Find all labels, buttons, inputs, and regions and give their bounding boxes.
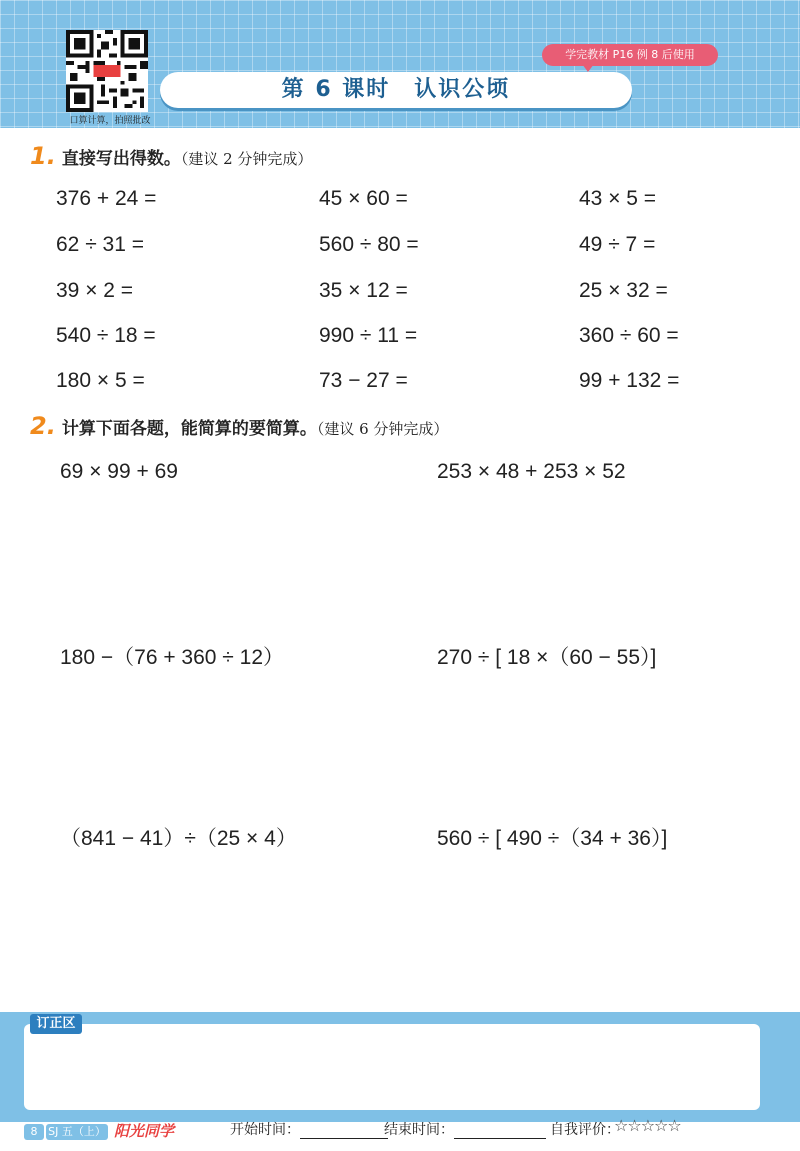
section-1-hint: （建议 2 分钟完成） bbox=[180, 150, 313, 168]
oral-problem: 45 × 60 = bbox=[319, 187, 408, 210]
oral-problem: 35 × 12 = bbox=[319, 279, 408, 302]
oral-problem: 39 × 2 = bbox=[56, 279, 134, 302]
section-2-heading bbox=[30, 412, 448, 440]
calc-problem: 560 ÷ [ 490 ÷（34 + 36）] bbox=[437, 827, 668, 850]
page-number: 8 bbox=[24, 1124, 44, 1140]
end-time-label: 结束时间： bbox=[384, 1122, 454, 1138]
qr-caption: 口算计算，拍照批改 bbox=[69, 116, 151, 126]
section-2-number: 2. bbox=[30, 412, 56, 440]
oral-problem: 73 − 27 = bbox=[319, 369, 408, 392]
start-time-label: 开始时间： bbox=[230, 1122, 300, 1138]
calc-problem: 253 × 48 + 253 × 52 bbox=[437, 460, 626, 483]
lesson-tag: 学完教材 P16 例 8 后使用 bbox=[542, 44, 718, 66]
correction-label: 订正区 bbox=[30, 1014, 82, 1034]
title-bar bbox=[160, 72, 632, 108]
section-2-title: 计算下面各题，能简算的要简算。 bbox=[61, 419, 317, 439]
start-time-line[interactable] bbox=[300, 1124, 388, 1139]
calc-problem: （841 − 41）÷（25 × 4） bbox=[60, 827, 297, 850]
self-eval-field bbox=[550, 1119, 620, 1139]
grade-tag: SJ 五（上） bbox=[46, 1124, 108, 1140]
oral-problem: 180 × 5 = bbox=[56, 369, 145, 392]
correction-area[interactable] bbox=[24, 1024, 760, 1110]
page-title: 第 6 课时 认识公顷 bbox=[281, 77, 511, 102]
section-2-hint: （建议 6 分钟完成） bbox=[316, 420, 449, 438]
section-1-title: 直接写出得数。 bbox=[61, 149, 181, 169]
qr-code[interactable] bbox=[66, 30, 148, 112]
oral-problem: 990 ÷ 11 = bbox=[319, 324, 418, 347]
oral-problem: 540 ÷ 18 = bbox=[56, 324, 156, 347]
calc-problem: 180 −（76 + 360 ÷ 12） bbox=[60, 646, 285, 669]
oral-problem: 49 ÷ 7 = bbox=[579, 233, 656, 256]
calc-problem: 69 × 99 + 69 bbox=[60, 460, 178, 483]
oral-problem: 376 + 24 = bbox=[56, 187, 157, 210]
section-1-heading bbox=[30, 142, 312, 170]
oral-problem: 560 ÷ 80 = bbox=[319, 233, 419, 256]
oral-problem: 360 ÷ 60 = bbox=[579, 324, 679, 347]
oral-problem: 43 × 5 = bbox=[579, 187, 657, 210]
start-time-field[interactable] bbox=[230, 1119, 388, 1139]
oral-problem: 62 ÷ 31 = bbox=[56, 233, 145, 256]
brand-logo: 阳光同学 bbox=[114, 1122, 175, 1140]
calc-problem: 270 ÷ [ 18 ×（60 − 55）] bbox=[437, 646, 657, 669]
rating-stars[interactable]: ☆☆☆☆☆ bbox=[614, 1116, 681, 1135]
self-eval-label: 自我评价： bbox=[550, 1122, 620, 1138]
oral-problem: 99 + 132 = bbox=[579, 369, 680, 392]
end-time-field[interactable] bbox=[384, 1119, 546, 1139]
section-1-number: 1. bbox=[30, 142, 56, 170]
oral-problem: 25 × 32 = bbox=[579, 279, 668, 302]
end-time-line[interactable] bbox=[454, 1124, 546, 1139]
